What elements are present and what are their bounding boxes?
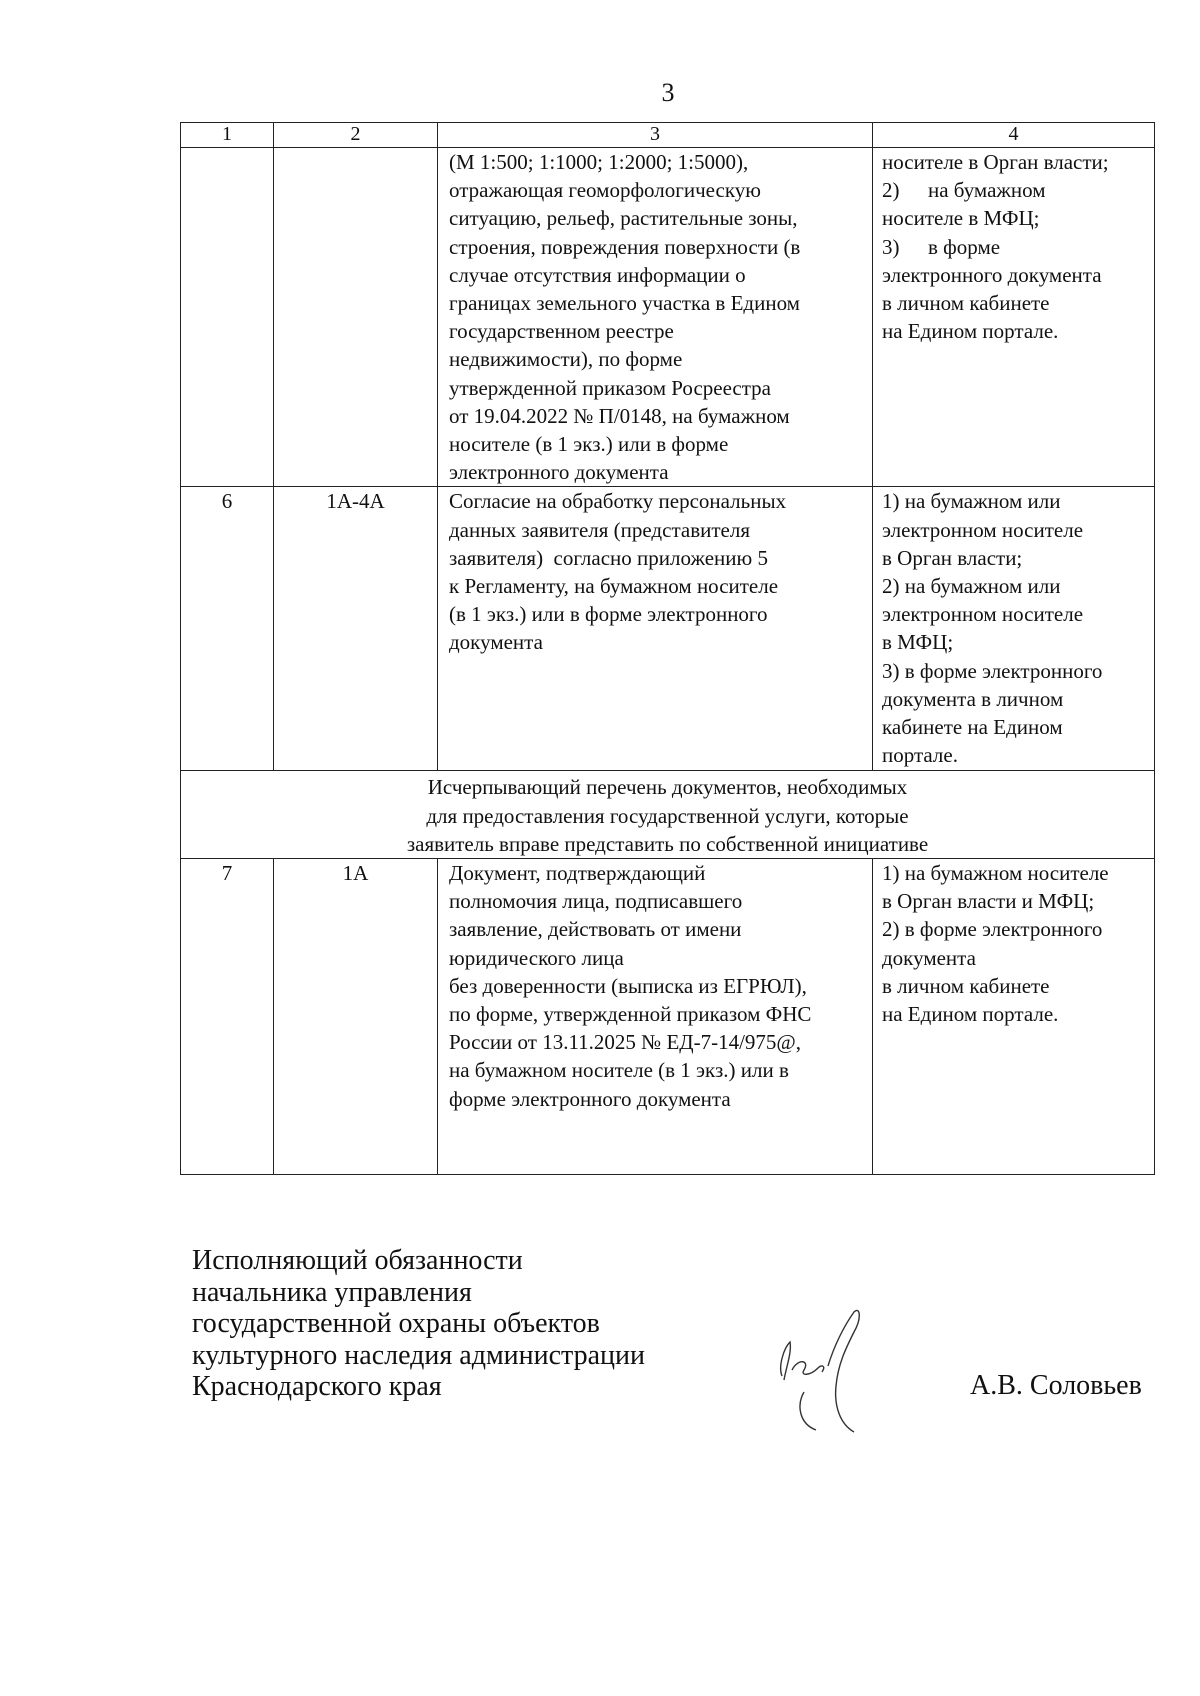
document-table [180,122,1155,1175]
cell-code: 1А [274,859,438,1175]
table-row-7 [181,859,1155,1175]
header-cell-3: 3 [438,123,873,148]
page-number: 3 [661,78,675,107]
cell-document-description: (М 1:500; 1:1000; 1:2000; 1:5000), отражающая геоморфологическую ситуацию, рельеф, растительные зоны, строения, повреждения поверхности (в случае отсутствия информации о границах земельного участка в Едином государственном реестре недвижимости), по форме утвержденной приказом Росреестра от 19.04.2022 № П/0148, на бумажном носителе (в 1 экз.) или в форме электронного документа [438,148,873,487]
signatory-name: А.В. Соловьев [970,1370,1142,1401]
table-row-continued [181,148,1155,487]
cell-number: 6 [181,487,274,771]
header-cell-2: 2 [274,123,438,148]
cell-document-description: Согласие на обработку персональных данных заявителя (представителя заявителя) согласно приложению 5 к Регламенту, на бумажном носителе (в 1 экз.) или в форме электронного документа [438,487,873,771]
cell-code [274,148,438,487]
cell-submission-method: 1) на бумажном или электронном носителе в Орган власти; 2) на бумажном или электронном носителе в МФЦ; 3) в форме электронного документа в личном кабинете на Едином портале. [873,487,1155,771]
cell-number [181,148,274,487]
handwritten-signature [770,1306,870,1446]
header-cell-4: 4 [873,123,1155,148]
header-cell-1: 1 [181,123,274,148]
section-heading-row [181,771,1155,859]
cell-submission-method: носителе в Орган власти; 2) на бумажном носителе в МФЦ; 3) в форме электронного документа в личном кабинете на Едином портале. [873,148,1155,487]
cell-document-description: Документ, подтверждающий полномочия лица, подписавшего заявление, действовать от имени юридического лица без доверенности (выписка из ЕГРЮЛ), по форме, утвержденной приказом ФНС России от 13.11.2025 № ЕД-7-14/975@, на бумажном носителе (в 1 экз.) или в форме электронного документа [438,859,873,1175]
cell-code: 1А-4А [274,487,438,771]
table-header-row [181,123,1155,148]
table-row-6 [181,487,1155,771]
signatory-position: Исполняющий обязанности начальника управления государственной охраны объектов культурного наследия администрации Краснодарского края [192,1245,646,1403]
cell-submission-method: 1) на бумажном носителе в Орган власти и МФЦ; 2) в форме электронного документа в личном кабинете на Едином портале. [873,859,1155,1175]
cell-number: 7 [181,859,274,1175]
section-heading: Исчерпывающий перечень документов, необходимых для предоставления государственной услуги, которые заявитель вправе представить по собственной инициативе [181,771,1155,859]
